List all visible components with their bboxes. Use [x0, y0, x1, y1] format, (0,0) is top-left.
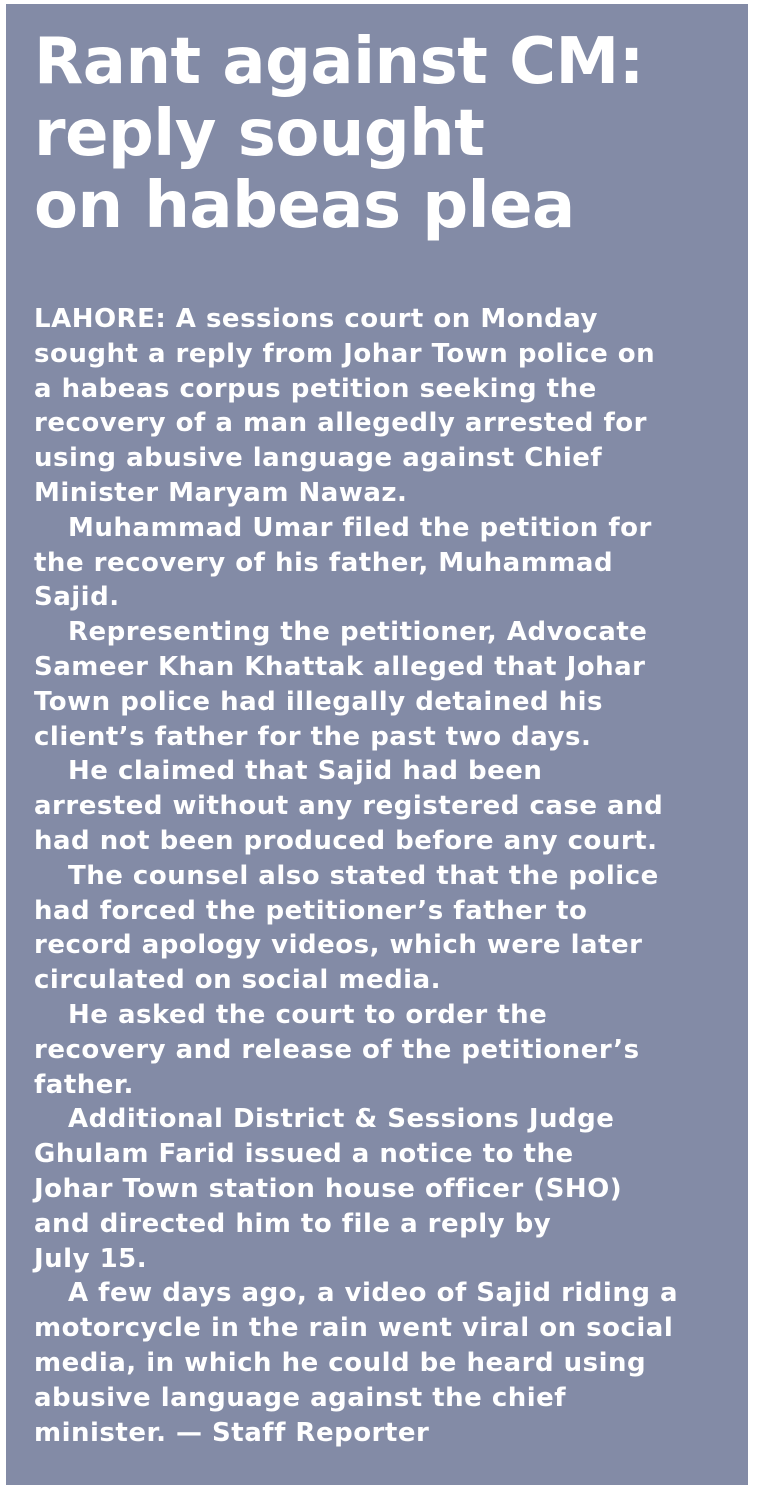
- body-line: Sajid.: [34, 582, 120, 613]
- body-line: Muhammad Umar filed the petition for: [68, 512, 652, 543]
- article-body: [34, 302, 730, 1450]
- headline-line: Rant against CM:: [34, 25, 644, 99]
- body-line: recovery of a man allegedly arrested for: [34, 408, 647, 439]
- headline: [34, 26, 730, 242]
- body-line: recovery and release of the petitioner’s: [34, 1034, 640, 1065]
- body-line: LAHORE: A sessions court on Monday: [34, 304, 598, 334]
- body-line: had forced the petitioner’s father to: [34, 895, 588, 926]
- body-line: media, in which he could be heard using: [34, 1347, 647, 1378]
- headline-line: reply sought: [34, 97, 485, 171]
- body-line: Sameer Khan Khattak alleged that Johar: [34, 651, 646, 682]
- body-line: A few days ago, a video of Sajid riding a: [68, 1278, 679, 1309]
- body-line: Town police had illegally detained his: [34, 686, 604, 717]
- body-line: had not been produced before any court.: [34, 825, 658, 856]
- body-line: motorcycle in the rain went viral on social: [34, 1313, 674, 1344]
- body-line: using abusive language against Chief: [34, 443, 603, 474]
- body-line: Minister Maryam Nawaz.: [34, 477, 408, 508]
- body-line: minister. — Staff Reporter: [34, 1417, 430, 1448]
- body-line: He claimed that Sajid had been: [68, 756, 543, 787]
- body-line: Additional District & Sessions Judge: [68, 1104, 615, 1135]
- body-line: circulated on social media.: [34, 965, 442, 996]
- body-line: The counsel also stated that the police: [68, 860, 659, 891]
- body-line: abusive language against the chief: [34, 1382, 567, 1413]
- news-clipping-panel: [6, 4, 748, 1485]
- body-line: sought a reply from Johar Town police on: [34, 338, 656, 369]
- body-line: He asked the court to order the: [68, 999, 548, 1030]
- body-line: arrested without any registered case and: [34, 791, 664, 822]
- body-line: Johar Town station house officer (SHO): [34, 1173, 623, 1204]
- body-line: client’s father for the past two days.: [34, 721, 592, 752]
- body-line: Ghulam Farid issued a notice to the: [34, 1139, 574, 1170]
- body-line: a habeas corpus petition seeking the: [34, 373, 597, 404]
- body-line: and directed him to file a reply by: [34, 1208, 552, 1239]
- body-line: July 15.: [34, 1243, 148, 1274]
- body-line: Representing the petitioner, Advocate: [68, 617, 648, 648]
- body-line: record apology videos, which were later: [34, 930, 643, 961]
- body-line: the recovery of his father, Muhammad: [34, 547, 614, 578]
- headline-line: on habeas plea: [34, 169, 575, 243]
- body-line: father.: [34, 1069, 134, 1100]
